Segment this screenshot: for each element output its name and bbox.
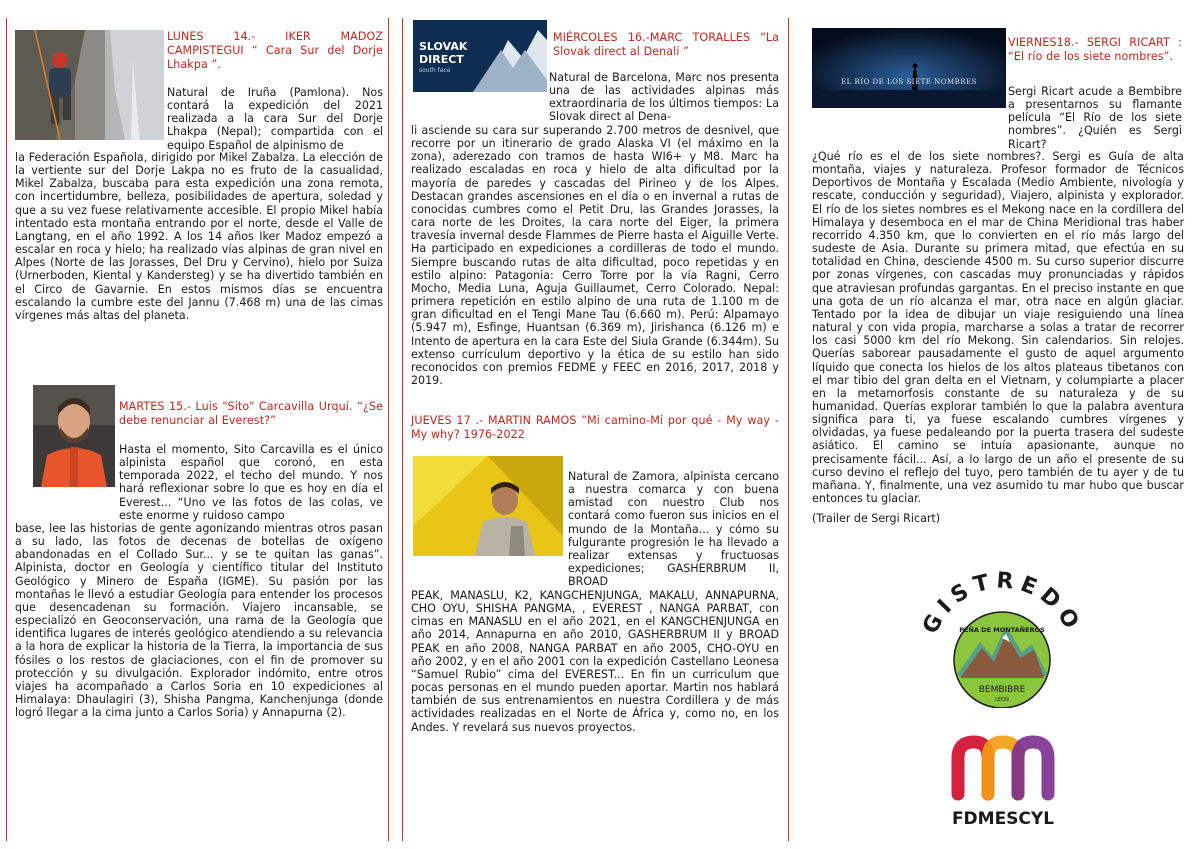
wednesday-body-text: li asciende su cara sur superando 2.700 metros de desnivel, que recorre por un itinerario de grado Alaska VI (el máximo en la zona), aderezado con tramos de hasta WI6+ y M8. Marc ha realizado escaladas en roca y hielo de alta dificultad por la mayoría de paredes y cascadas del Pirineo y de los Alpes. Destacan grandes ascensiones en el día o en invernal a rutas de conocidas cumbres como el Petit Dru, las Grandes Jorasses, la cara norte de les Droites, la cara norte del Eiger, la primera travesía invernal desde Flammes de Pierre hasta el Aiguille Verte. Ha participado en expediciones a cordilleras de todo el mundo. Siempre buscando rutas de alta dificultad, poco repetidas y en estilo alpino: Patagonia: Cerro Torre por la vía Ragni, Cerro Mocho, Media Luna, Aguja Guillaumet, Cerro Colorado. Nepal: primera repetición en estilo alpino de una ruta de 1.100 m de gran dificultad en el Tengi Mane Tau (6.660 m). Perú: Alpamayo (5.947 m), Esfinge, Huantsan (6.369 m), Jirishanca (6.126 m) e Intento de apertura en la cara Este del Siula Grande (6.344m). Su extenso currículum deportivo y la ética de su estilo han sido reconocidos con premios FEDME y FEEC en 2016, 2017, 2018 y 2019. [411, 124, 779, 387]
svg-text:LEÓN: LEÓN [995, 697, 1009, 703]
svg-text:south face: south face [419, 67, 451, 74]
monday-body-text: la Federación Española, dirigido por Mikel Zabalza. La elección de la vertiente sur del Dorje Lakpa no es fruto de la casualidad, Mikel Zabalza, buscaba para esta expedición una zona remota, con incertidumbre, belleza, posibilidades de apertura, soledad y que a su vez fuese relativamente accesible. El propio Mikel había intentado esta montaña entrando por el norte, desde el Valle de Langtang, en el año 1992. A los 14 años Iker Madoz empezó a escalar en roca y hielo; ha realizado vías alpinas de gran nivel en Alpes (Norte de las Jorasses, Del Dru y Cervino), hielo por Suiza (Urnerboden, Kiental y Kandersteg) y se ha divertido también en el Circo de Gavarnie. En estos mismos días se encuentra escalando la cumbre este del Jannu (7.468 m) una de las cimas vírgenes más altas del planeta. [15, 151, 383, 322]
river-poster [812, 28, 1006, 108]
section-friday [802, 18, 1188, 538]
svg-text:DIRECT: DIRECT [419, 53, 464, 66]
gistredo-logo-image [910, 558, 1094, 708]
friday-intro-text: Sergi Ricart acude a Bembibre a presentarnos su flamante película “El Río de los siete nombres”. ¿Quién es Sergi Ricart? [1008, 85, 1182, 151]
climber-photo [15, 30, 164, 140]
thursday-body-text: PEAK, MANASLU, K2, KANGCHENJUNGA, MAKALU, ANNAPURNA, CHO OYU, SHISHA PANGMA, , EVEREST , NANGA PARBAT, con cimas en MANASLU en el año 2021, en el KANGCHENJUNGA en año 2014, Annapurna en año 2010, GASHERBRUM II y BROAD PEAK en año 2008, NANGA PARBAT en año 2005, CHO-OYU en año 2002, y en el año 2001 con la expedición Castellano Leonesa “Samuel Rubio” cima del EVEREST... En fin un curriculum que pocas personas en el mundo pueden aportar. Martin nos hablará también de sus entrenamientos en nuestra Cordillera y de más actividades realizadas en el Norte de África y, como no, en los Andes. Y revelará sus nuevos proyectos. [411, 589, 779, 734]
federation-logo [944, 724, 1062, 834]
club-logo [910, 558, 1094, 708]
column-monday-tuesday [6, 18, 389, 841]
svg-text:SLOVAK: SLOVAK [419, 40, 468, 53]
wednesday-intro-text: Natural de Barcelona, Marc nos presenta una de las actividades alpinas más extraordinaria de los últimos tiempos: La Slovak direct al Dena- [549, 71, 779, 124]
bearded-man-portrait-image [33, 385, 115, 487]
climber-on-rock-wall-image [15, 30, 164, 140]
thursday-heading: JUEVES 17 .- MARTIN RAMOS ”Mi camino-Mi por qué - My way - My why? 1976-2022 [411, 414, 779, 442]
monday-heading: LUNES 14.- IKER MADOZ CAMPISTEGUI “ Cara Sur del Dorje Lhakpa ”. [167, 30, 383, 72]
man-in-yellow-tent-image [413, 456, 563, 556]
section-wednesday [403, 18, 788, 408]
column-wednesday-thursday [402, 18, 789, 841]
tent-photo [413, 456, 563, 556]
section-thursday [403, 408, 788, 841]
tuesday-intro-text: Hasta el momento, Sito Carcavilla es el único alpinista español que coronó, en esta temporada 2022, el techo del mundo. Y nos hará reflexionar sobre lo que es hoy en día el Everest... “Uno ve las fotos de las colas, ve este enorme y ruidoso campo [119, 443, 383, 522]
friday-body-text: ¿Qué río es el de los siete nombres?. Sergi es Guía de alta montaña, viajes y naturaleza. Profesor formador de Técnicos Deportivos de Montaña y Escalada (Medio Ambiente, nivología y rescate, conducción y seguridad), Viajero, alpinista y explorador. El río de los sietes nombres es el Mekong nace en la cordillera del Himalaya y desemboca en el mar de China Meridional tras haber recorrido 4.350 km, que lo convierten en el río más largo del sudeste de Asia. Durante su primera mitad, que efectúa en su totalidad en China, desciende 4500 m. Su curso superior discurre por zonas vírgenes, con cascadas muy pronunciadas y rápidos que atraviesan profundas gargantas. En el preciso instante en que una gota de un río alcanza el mar, otra nace en algún glaciar. Tentado por la idea de dibujar un viaje resiguiendo una línea natural y con vida propia, marcharse a solas a tratar de recorrer los casi 5000 km del río Mekong. Sin calendarios. Sin relojes. Querías saborear pausadamente el gusto de aquel argumento líquido que conecta los hielos de los altos plateaus tibetanos con el mar tibio del gran delta en el Vietnam, y columpiarte a placer en la metamorfosis constante de su naturaleza y de su humanidad. Querías explorar también lo que la palabra aventura significa para ti, ya fuese escalando cumbres vírgenes y olvidadas, ya fuese pedaleando por la puerta trasera del sudeste asiático. El camino se intuía apasionante, aunque no precisamente fácil... Así, a lo largo de un año el presente de su curso devino el reflejo del tuyo, pero también de tu ayer y de tu mañana. Y, finalmente, una vez asumido tu mar hubo que buscar entonces tu glaciar. [812, 150, 1184, 506]
monday-intro-text: Natural de Iruña (Pamlona). Nos contará la expedición del 2021 realizada a la cara Sur del Dorje Lhakpa (Nepal); compartida con el equipo Español de alpinismo de [167, 86, 383, 152]
friday-heading: VIERNES18.- SERGI RICART : “El río de los siete nombres”. [1008, 36, 1182, 64]
slovak-direct-poster [413, 20, 547, 92]
film-poster-slovak-direct-image [413, 20, 547, 92]
film-poster-night-river-image [812, 28, 1006, 108]
section-monday [7, 18, 388, 378]
svg-text:EL RÍO DE LOS SIETE NOMBRES: EL RÍO DE LOS SIETE NOMBRES [841, 78, 977, 86]
svg-text:GISTREDO: GISTREDO [918, 568, 1086, 639]
column-friday [802, 18, 1188, 841]
portrait-photo [33, 385, 115, 487]
trailer-link[interactable]: (Trailer de Sergi Ricart) [812, 512, 941, 525]
section-tuesday [7, 378, 388, 841]
tuesday-body-text: base, lee las historias de gente agonizando mientras otros pasan a su lado, las fotos de decenas de botellas de oxígeno abandonadas en el Collado Sur... y se te quitan las ganas”. Alpinista, doctor en Geología y científico titular del Instituto Geológico y Minero de España (IGME). Su pasión por las montañas le llevó a estudiar Geología para entender los procesos que desencadenan su formación. Viajero incansable, se especializó en Geoconservación, una rama de la Geología que identifica lugares de interés geológico atendiendo a su relevancia a la hora de explicar la historia de la Tierra, la importancia de sus fósiles o los restos de glaciaciones, con el fin de promover su protección y su divulgación. Explorador indómito, entre otros viajes ha acompañado a Carlos Soria en 10 expediciones al Himalaya: Dhaulagiri (3), Shisha Pangma, Kanchenjunga (donde logró llegar a la cima junto a Carlos Soria) y Annapurna (2). [15, 522, 383, 720]
tuesday-heading: MARTES 15.- Luis "Sito" Carcavilla Urquí. “¿Se debe renunciar al Everest?” [119, 400, 383, 428]
svg-text:PEÑA DE MONTAÑEROS: PEÑA DE MONTAÑEROS [959, 626, 1045, 634]
thursday-intro-text: Natural de Zamora, alpinista cercano a nuestra comarca y con buena amistad con nuestro Club nos contará como fueron sus inicios en el mundo de la Montaña... y cómo su fulgurante progresión le ha llevado a realizar extensas y fructuosas expediciones; GASHERBRUM II, BROAD [568, 470, 779, 589]
wednesday-heading: MIÉRCOLES 16.-MARC TORALLES “La Slovak direct al Denali ” [553, 31, 779, 59]
svg-text:BEMBIBRE: BEMBIBRE [978, 685, 1026, 695]
fdmescyl-logo-image [944, 724, 1062, 834]
svg-text:FDMESCYL: FDMESCYL [951, 809, 1055, 829]
